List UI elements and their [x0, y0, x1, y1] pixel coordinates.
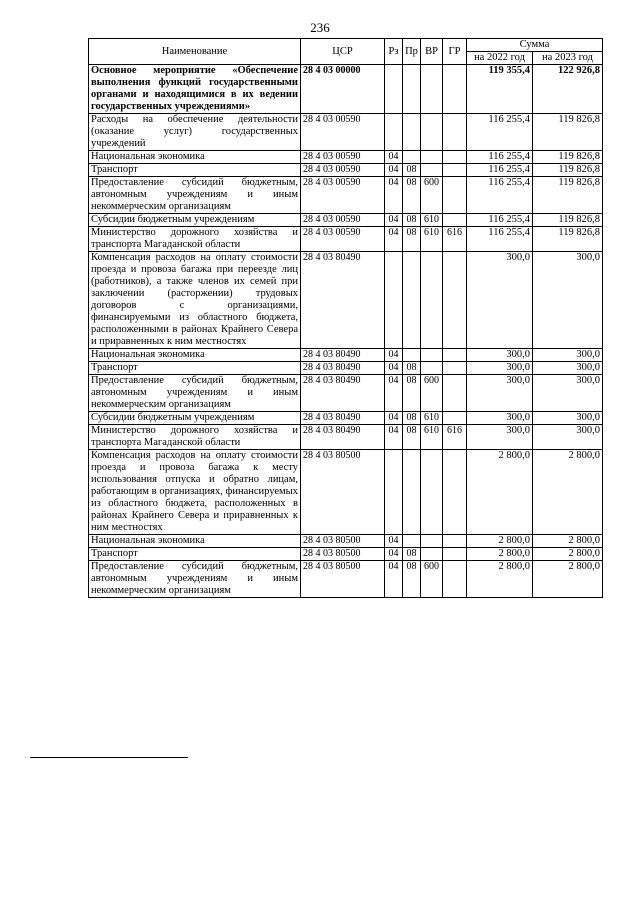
row-pr — [403, 450, 421, 535]
row-amount-2022: 116 255,4 — [467, 227, 533, 252]
row-pr: 08 — [403, 214, 421, 227]
row-name: Транспорт — [89, 362, 301, 375]
row-vr — [421, 535, 443, 548]
table-row — [89, 65, 603, 114]
row-vr: 600 — [421, 561, 443, 598]
row-gr — [443, 535, 467, 548]
row-rz — [385, 252, 403, 349]
header-pr: Пр — [403, 39, 421, 65]
row-rz: 04 — [385, 412, 403, 425]
table-row — [89, 450, 603, 535]
table-row — [89, 375, 603, 412]
row-rz: 04 — [385, 375, 403, 412]
row-rz: 04 — [385, 227, 403, 252]
row-amount-2023: 119 826,8 — [533, 177, 603, 214]
row-gr — [443, 450, 467, 535]
row-rz — [385, 450, 403, 535]
page-number: 236 — [310, 20, 330, 35]
row-name: Субсидии бюджетным учреждениям — [89, 412, 301, 425]
header-year-2023: на 2023 год — [533, 52, 603, 65]
row-amount-2023: 300,0 — [533, 425, 603, 450]
row-vr — [421, 450, 443, 535]
row-rz: 04 — [385, 349, 403, 362]
header-year-2022: на 2022 год — [467, 52, 533, 65]
row-pr: 08 — [403, 548, 421, 561]
row-gr — [443, 114, 467, 151]
row-amount-2023: 300,0 — [533, 362, 603, 375]
row-vr: 610 — [421, 425, 443, 450]
row-pr: 08 — [403, 362, 421, 375]
row-rz: 04 — [385, 548, 403, 561]
header-csr: ЦСР — [301, 39, 385, 65]
row-name: Основное мероприятие «Обеспечение выполнения функций государственными органами и находящимися в их ведении государственных учреждениями» — [89, 65, 301, 114]
table-row — [89, 548, 603, 561]
row-vr: 610 — [421, 412, 443, 425]
budget-table — [88, 38, 603, 598]
header-rz: Рз — [385, 39, 403, 65]
row-name: Национальная экономика — [89, 151, 301, 164]
row-amount-2022: 300,0 — [467, 362, 533, 375]
row-amount-2023: 119 826,8 — [533, 214, 603, 227]
row-vr: 610 — [421, 227, 443, 252]
row-csr: 28 4 03 00590 — [301, 227, 385, 252]
row-amount-2023: 300,0 — [533, 375, 603, 412]
footer-divider — [30, 757, 188, 758]
row-pr — [403, 535, 421, 548]
row-csr: 28 4 03 00590 — [301, 151, 385, 164]
row-gr — [443, 362, 467, 375]
row-csr: 28 4 03 80500 — [301, 535, 385, 548]
row-rz: 04 — [385, 561, 403, 598]
row-gr: 616 — [443, 425, 467, 450]
row-csr: 28 4 03 00000 — [301, 65, 385, 114]
row-pr: 08 — [403, 425, 421, 450]
row-csr: 28 4 03 80490 — [301, 425, 385, 450]
row-pr: 08 — [403, 375, 421, 412]
row-csr: 28 4 03 80500 — [301, 561, 385, 598]
row-rz: 04 — [385, 535, 403, 548]
table-row — [89, 535, 603, 548]
row-name: Предоставление субсидий бюджетным, автономным учреждениям и иным некоммерческим организациям — [89, 177, 301, 214]
row-csr: 28 4 03 80490 — [301, 362, 385, 375]
row-amount-2023: 2 800,0 — [533, 561, 603, 598]
row-amount-2022: 116 255,4 — [467, 114, 533, 151]
row-vr — [421, 164, 443, 177]
row-vr: 600 — [421, 375, 443, 412]
row-csr: 28 4 03 00590 — [301, 177, 385, 214]
row-vr: 600 — [421, 177, 443, 214]
row-pr: 08 — [403, 561, 421, 598]
row-vr — [421, 548, 443, 561]
row-vr — [421, 362, 443, 375]
row-name: Предоставление субсидий бюджетным, автономным учреждениям и иным некоммерческим организациям — [89, 561, 301, 598]
row-gr — [443, 252, 467, 349]
row-amount-2022: 116 255,4 — [467, 151, 533, 164]
table-row — [89, 114, 603, 151]
row-amount-2023: 300,0 — [533, 349, 603, 362]
row-name: Расходы на обеспечение деятельности (оказание услуг) государственных учреждений — [89, 114, 301, 151]
row-rz — [385, 65, 403, 114]
table-row — [89, 252, 603, 349]
row-csr: 28 4 03 80490 — [301, 349, 385, 362]
row-name: Предоставление субсидий бюджетным, автономным учреждениям и иным некоммерческим организациям — [89, 375, 301, 412]
row-name: Компенсация расходов на оплату стоимости проезда и провоза багажа при переезде лиц (работников), а также членов их семей при заключении (расторжении) трудовых договоров с организациями, финансируемыми из областного бюджета, расположенными в районах Крайнего Севера и приравненных к ним местностях — [89, 252, 301, 349]
row-name: Министерство дорожного хозяйства и транспорта Магаданской области — [89, 425, 301, 450]
row-csr: 28 4 03 80500 — [301, 548, 385, 561]
row-name: Транспорт — [89, 164, 301, 177]
row-amount-2023: 119 826,8 — [533, 151, 603, 164]
row-pr — [403, 349, 421, 362]
row-pr: 08 — [403, 177, 421, 214]
table-body — [89, 65, 603, 598]
row-csr: 28 4 03 80500 — [301, 450, 385, 535]
row-rz: 04 — [385, 362, 403, 375]
row-vr — [421, 65, 443, 114]
row-amount-2023: 119 826,8 — [533, 164, 603, 177]
row-vr: 610 — [421, 214, 443, 227]
row-name: Субсидии бюджетным учреждениям — [89, 214, 301, 227]
table-row — [89, 349, 603, 362]
row-pr: 08 — [403, 227, 421, 252]
row-gr — [443, 65, 467, 114]
row-gr — [443, 177, 467, 214]
row-vr — [421, 349, 443, 362]
row-pr: 08 — [403, 164, 421, 177]
row-amount-2022: 300,0 — [467, 375, 533, 412]
row-amount-2023: 2 800,0 — [533, 548, 603, 561]
row-amount-2022: 116 255,4 — [467, 164, 533, 177]
row-pr — [403, 114, 421, 151]
row-amount-2022: 300,0 — [467, 425, 533, 450]
row-gr — [443, 412, 467, 425]
header-sum: Сумма — [467, 39, 603, 52]
row-gr — [443, 214, 467, 227]
row-pr: 08 — [403, 412, 421, 425]
row-vr — [421, 252, 443, 349]
row-rz: 04 — [385, 177, 403, 214]
row-gr — [443, 375, 467, 412]
row-csr: 28 4 03 00590 — [301, 164, 385, 177]
row-amount-2022: 300,0 — [467, 252, 533, 349]
row-amount-2022: 119 355,4 — [467, 65, 533, 114]
row-amount-2022: 2 800,0 — [467, 535, 533, 548]
row-amount-2023: 119 826,8 — [533, 114, 603, 151]
row-name: Компенсация расходов на оплату стоимости проезда и провоза багажа к месту использования отпуска и обратно лицам, работающим в организациях, финансируемых из областного бюджета, расположенных в районах Крайнего Севера и приравненных к ним местностях — [89, 450, 301, 535]
table-row — [89, 214, 603, 227]
row-name: Национальная экономика — [89, 535, 301, 548]
row-pr — [403, 151, 421, 164]
row-amount-2023: 119 826,8 — [533, 227, 603, 252]
table-row — [89, 425, 603, 450]
header-gr: ГР — [443, 39, 467, 65]
row-gr — [443, 164, 467, 177]
row-rz: 04 — [385, 214, 403, 227]
row-gr: 616 — [443, 227, 467, 252]
table-header — [89, 39, 603, 65]
row-rz — [385, 114, 403, 151]
row-name: Министерство дорожного хозяйства и транспорта Магаданской области — [89, 227, 301, 252]
table-row — [89, 151, 603, 164]
row-csr: 28 4 03 00590 — [301, 214, 385, 227]
row-name: Национальная экономика — [89, 349, 301, 362]
row-csr: 28 4 03 80490 — [301, 412, 385, 425]
row-amount-2022: 300,0 — [467, 412, 533, 425]
row-rz: 04 — [385, 425, 403, 450]
row-pr — [403, 252, 421, 349]
row-vr — [421, 114, 443, 151]
row-gr — [443, 561, 467, 598]
row-gr — [443, 349, 467, 362]
row-csr: 28 4 03 00590 — [301, 114, 385, 151]
row-amount-2022: 2 800,0 — [467, 450, 533, 535]
row-gr — [443, 548, 467, 561]
table-row — [89, 362, 603, 375]
row-gr — [443, 151, 467, 164]
row-amount-2022: 2 800,0 — [467, 561, 533, 598]
row-csr: 28 4 03 80490 — [301, 252, 385, 349]
row-rz: 04 — [385, 164, 403, 177]
table-row — [89, 164, 603, 177]
row-rz: 04 — [385, 151, 403, 164]
row-amount-2022: 2 800,0 — [467, 548, 533, 561]
table-row — [89, 177, 603, 214]
row-amount-2022: 116 255,4 — [467, 177, 533, 214]
row-vr — [421, 151, 443, 164]
row-amount-2023: 2 800,0 — [533, 535, 603, 548]
row-amount-2023: 122 926,8 — [533, 65, 603, 114]
row-csr: 28 4 03 80490 — [301, 375, 385, 412]
row-amount-2023: 2 800,0 — [533, 450, 603, 535]
row-amount-2023: 300,0 — [533, 252, 603, 349]
table-row — [89, 561, 603, 598]
row-pr — [403, 65, 421, 114]
table-row — [89, 227, 603, 252]
row-amount-2022: 116 255,4 — [467, 214, 533, 227]
header-vr: ВР — [421, 39, 443, 65]
row-amount-2022: 300,0 — [467, 349, 533, 362]
row-name: Транспорт — [89, 548, 301, 561]
header-name: Наименование — [89, 39, 301, 65]
table-row — [89, 412, 603, 425]
row-amount-2023: 300,0 — [533, 412, 603, 425]
